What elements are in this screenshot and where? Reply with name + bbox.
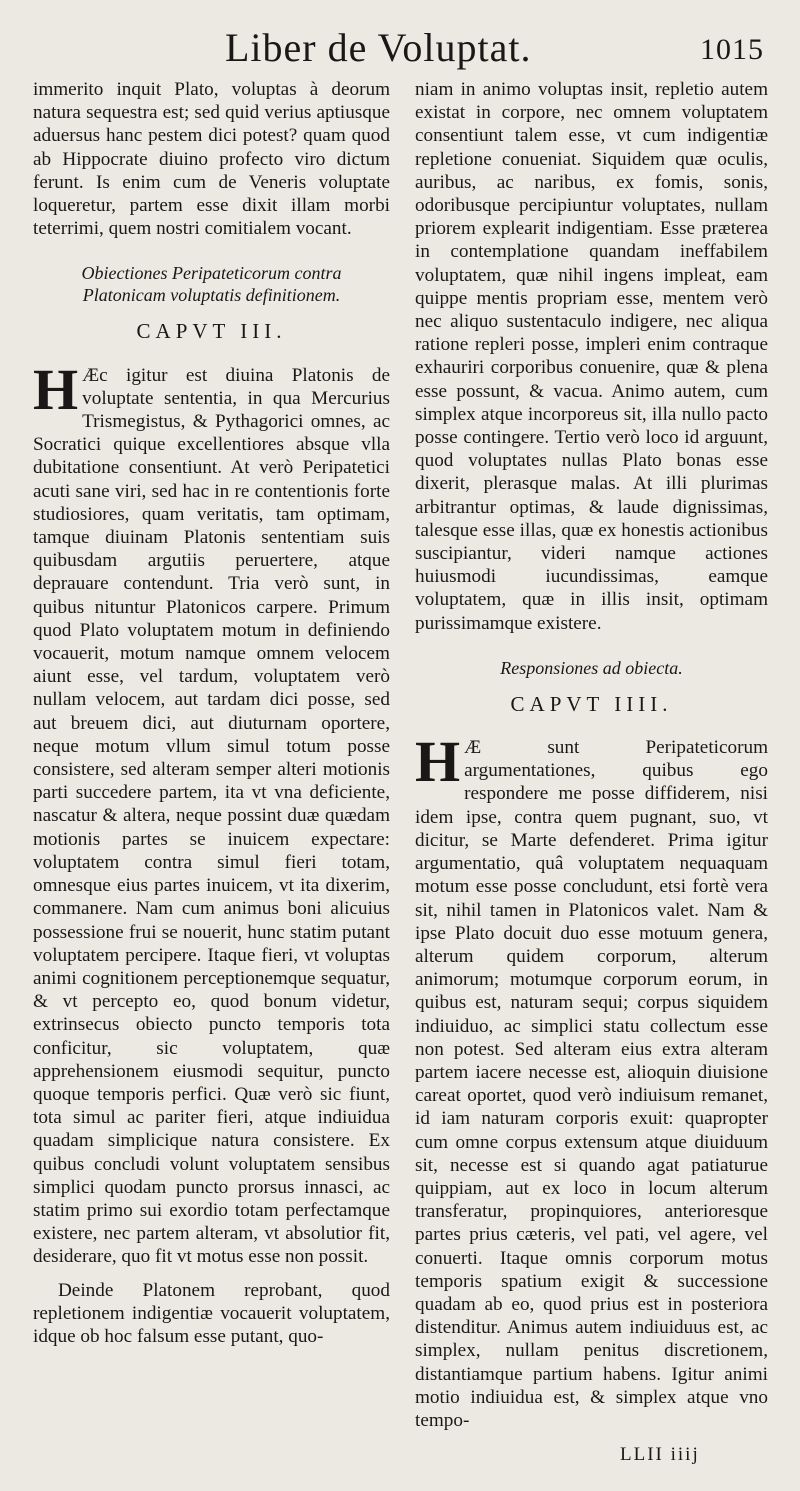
left-paragraph-1: immerito inquit Plato, voluptas à deorum natura sequestra est; sed quid verius aptiusque aduersus hanc pestem dici potest? quam quod ab Hippocrate diuino profecto viro dictum ferunt. Is enim cum de Veneris voluptate loqueretur, partem esse dixit illam morbi teterrimi, quem nostri comitialem vocant. <box>33 79 390 240</box>
right-paragraph-2-container <box>415 729 768 1432</box>
left-paragraph-3: Deinde Platonem reprobant, quod repletionem indigentiæ vocauerit voluptatem, idque ob hoc falsum esse putant, quo- <box>33 1279 390 1347</box>
running-head <box>0 18 800 78</box>
running-title: Liber de Voluptat. <box>225 25 532 70</box>
right-paragraph-2: Æ sunt Peripateticorum argumentationes, quibus ego respondere me posse diffiderem, nisi idem ipse, contra quem pugnant, suo, vt dicitur, se Marte defenderet. Prima igitur argumentatio, quâ voluptatem nequaquam motum esse posse concludunt, etsi fortè vera sit, nihil tamen in Platonicos valet. Nam & ipse Plato docuit duo esse motuum genera, alterum quidem corporum, alterum animorum; motumque corporum eorum, in quibus est, naturam sequi; corpus siquidem indiuiduo, ac simplici statu collectum esse non potest. Sed alteram eius extra alteram partem iacere necesse est, alioquin diuisione careat oportet, quod verò indiuisum remanet, id iam naturam corporis exuit: quapropter cum omne corpus extensum atque diuiduum sit, necesse est si quando agat patiaturue quippiam, aut ex loco in locum alterum transferatur, propinquiores, anterioresque partes prius cæteris, vel pati, vel agere, vel conuerti. Itaque omnis corporum motus temporis spatium exigit & successione quadam ab eo, quod prius est in posteriora distenditur. Animus autem indiuiduus est, ac simplex, nullam penitus discretionem, distantiamque partium habens. Igitur animi motio indiuidua est, & simplex atque vno tempo- <box>415 737 768 1431</box>
drop-cap: H <box>415 729 461 795</box>
signature-mark: LLII iiij <box>620 1444 700 1465</box>
right-column <box>415 78 768 1432</box>
right-chapter-title: CAPVT IIII. <box>510 691 673 716</box>
page-number: 1015 <box>700 33 764 66</box>
left-paragraph-2: Æc igitur est diuina Platonis de voluptate sententia, in qua Mercurius Trismegistus, & Pythagorici omnes, ac Socratici quique excellentiores absque vlla dubitatione consentiunt. At verò Peripatetici acuti sane viri, sed hac in re contentionis forte studiosiores, quam veritatis, tam optimam, tamque diuinam Platonis sententiam suis quibusdam argutiis peruertere, atque deprauare contendunt. Tria verò sunt, in quibus nituntur Platonicos carpere. Primum quod Plato voluptatem motum in definiendo vocauerit, motum namque omnem velocem aiunt esse, vel tardum, voluptatem verò nullam velocem, aut tardam dici posse, sed aut breuem dici, aut diuturnam oportere, neque motum vllum simul totum posse consistere, sed alteram semper alteri motionis parti succedere partem, ita vt vna deficiente, nascatur & altera, neque possint duæ quædam motionis partes se inuicem expectare: voluptatem contra simul fieri totam, omnesque eius partes inuicem, vt ita dixerim, commanere. Nam cum animus boni alicuius possessione frui se nouerit, hunc statim putant voluptatem percipere. Itaque fieri, vt voluptas animi cognitionem perceptionemque sequatur, & vt percepto eo, quod bonum videtur, extrinsecus obiecto puncto temporis tota conficitur, sic voluptatem, quæ apprehensionem eiusmodi sequitur, puncto quoque temporis perfici. Quæ verò sic fiunt, tota simul ac pariter fieri, atque indiuidua quadam simplicique natura consistere. Ex quibus concludi volunt voluptatem sensibus simplici quodam puncto prorsus innasci, ac statim primo sui exordio totam perfectamque existere, nec partem alteram, vt absolutior fit, desiderare, quo fit vt motus esse non possit. <box>33 364 390 1268</box>
right-section-heading: Responsiones ad obiecta. <box>500 657 683 678</box>
left-column <box>33 78 390 1348</box>
right-paragraph-1: niam in animo voluptas insit, repletio autem existat in corpore, nec omnem voluptatem consentiunt talem esse, vt cum indigentiæ repletione conueniat. Siquidem quæ oculis, auribus, ac naribus, ex fomis, sonis, odoribusque percipiuntur voluptates, nullam priorem explearit indigentiam. Esse præterea in contemplatione quandam ineffabilem voluptatem, quæ nihil ingens impleat, eam quippe mentis propriam esse, mentem verò nec aliquo sustentaculo indigere, nec aliqua ratione repleri posse, impleri enim contraque exhauriri corporibus conuenire, quæ & plena esse possunt, & vacua. Animo autem, cum simplex atque incorporeus sit, illa nullo pacto posse contingere. Tertio verò loco id arguunt, quod voluptates nullas Plato bonas esse dixerit, plerasque malas. At illi plurimas arbitrantur optimas, & laude dignissimas, talesque esse illas, quæ ex honestis actionibus suscipiantur, videri namque actiones huiusmodi iucundissimas, eamque voluptatem, quæ in illis insit, optimam purissimamque existere. <box>415 79 768 634</box>
drop-cap: H <box>33 356 79 422</box>
left-chapter-title: CAPVT III. <box>136 319 287 344</box>
left-paragraph-2-container <box>33 356 390 1269</box>
left-section-heading: Obiectiones Peripateticorum contra Platonicam voluptatis definitionem. <box>81 263 342 306</box>
